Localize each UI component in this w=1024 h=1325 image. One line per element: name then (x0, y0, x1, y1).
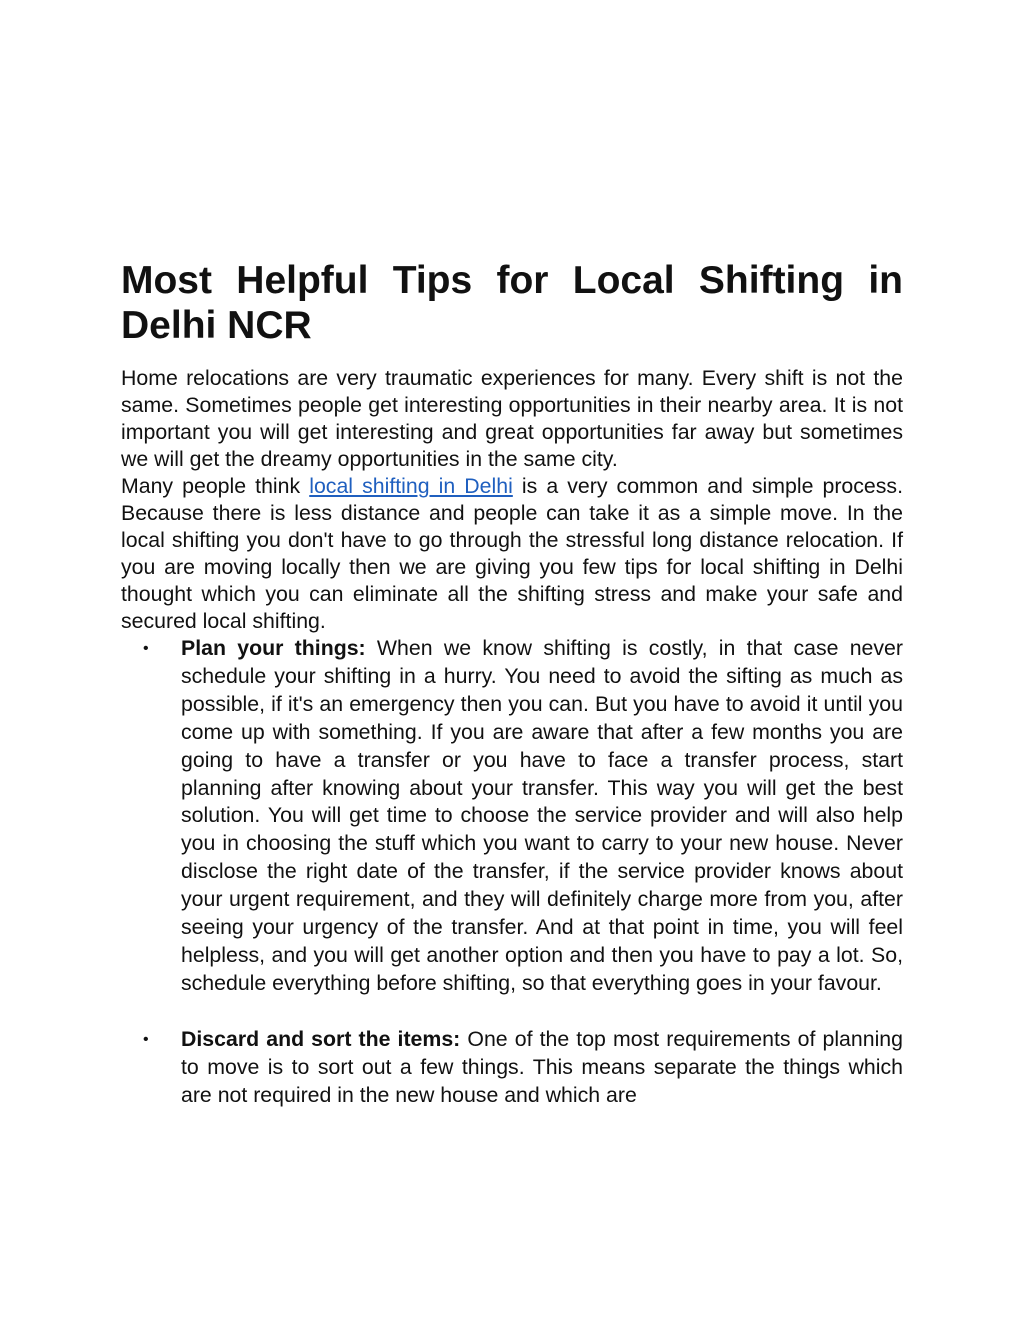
tips-list (121, 635, 903, 1110)
paragraph-text-before-link: Many people think (121, 474, 310, 498)
tip-text: One of the top most requirements of planning to move is to sort out a few things. This means separate the things which are not required in the new house and which are (181, 1026, 903, 1107)
bullet-icon: • (143, 640, 149, 657)
body-paragraph (121, 473, 903, 635)
intro-paragraph: Home relocations are very traumatic experiences for many. Every shift is not the same. Sometimes people get interesting opportunities in their nearby area. It is not important you will get interesting and great opportunities far away but sometimes we will get the dreamy opportunities in the same city. (121, 366, 903, 471)
local-shifting-link[interactable]: local shifting in Delhi (309, 474, 513, 498)
title-line-2: Delhi NCR (121, 304, 312, 347)
paragraph-text-after-link: is a very common and simple process. Because there is less distance and people can take it as a simple move. In the local shifting you don't have to go through the stressful long distance relocation. If you are moving locally then we are giving you few tips for local shifting in Delhi thought which you can eliminate all the shifting stress and make your safe and secured local shifting. (121, 474, 903, 633)
tip-heading: Discard and sort the items: (181, 1026, 461, 1051)
list-item (121, 1026, 903, 1110)
title-line-1: Most Helpful Tips for Local Shifting in (121, 259, 903, 302)
document-page (121, 258, 903, 1110)
list-item (121, 635, 903, 998)
page-title (121, 258, 903, 348)
bullet-icon: • (143, 1030, 149, 1048)
tip-heading: Plan your things: (181, 636, 366, 660)
tip-text: When we know shifting is costly, in that case never schedule your shifting in a hurry. You need to avoid the sifting as much as possible, if it's an emergency then you can. But you have to avoid it until you come up with something. If you are aware that after a few months you are going to have a transfer or you have to face a transfer process, start planning after knowing about your transfer. This way you will get the best solution. You will get time to choose the service provider and will also help you in choosing the stuff which you want to carry to your new house. Never disclose the right date of the transfer, if the service provider knows about your urgent requirement, and they will definitely charge more from you, after seeing your urgency of the transfer. And at that point in time, you will feel helpless, and you will get another option and then you have to pay a lot. So, schedule everything before shifting, so that everything goes in your favour. (181, 636, 903, 995)
